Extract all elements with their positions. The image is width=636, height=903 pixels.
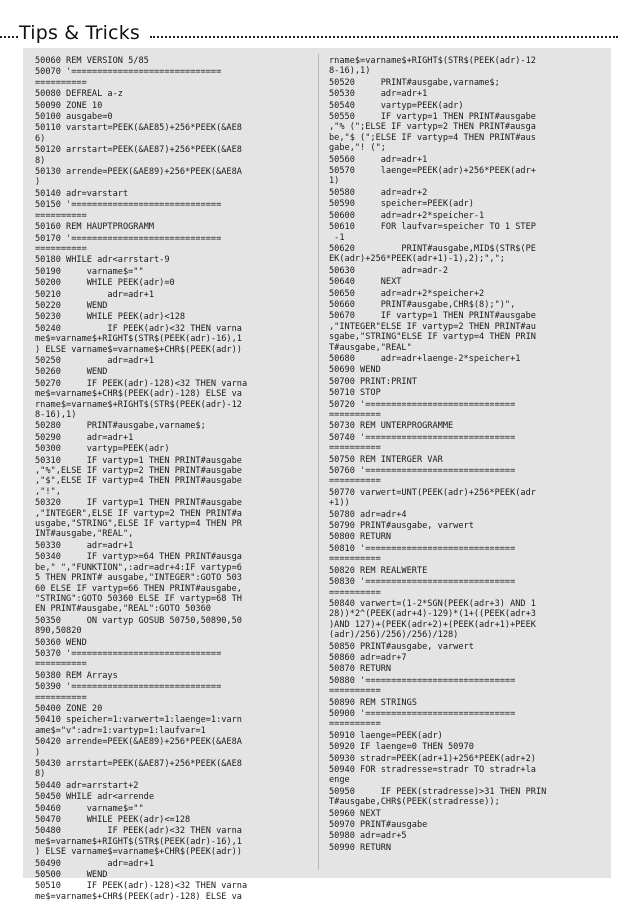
code-line: 50240 IF PEEK(adr)<32 THEN varna me$=varname$+RIGHT$(STR$(PEEK(adr)-16),1 ) ELSE varname$=varname$+CHR$(PEEK(adr)) — [35, 323, 242, 355]
code-line: 50870 RETURN — [329, 664, 392, 675]
code-line: 50200 WHILE PEEK(adr)=0 — [35, 278, 175, 289]
code-line: 50550 IF vartyp=1 THEN PRINT#ausgabe ,"% (";ELSE IF vartyp=2 THEN PRINT#ausga be,"$ (";ELSE IF vartyp=4 THEN PRINT#aus gabe,"! ("; — [329, 112, 536, 154]
code-line: 50360 WEND — [35, 637, 87, 648]
code-line: 50100 ausgabe=0 — [35, 112, 113, 123]
code-line: 50380 REM Arrays — [35, 670, 118, 681]
code-line: 50060 REM VERSION 5/85 — [35, 56, 149, 66]
code-line: 50860 adr=adr+7 — [329, 652, 407, 663]
code-line: 50260 WEND — [35, 367, 108, 378]
code-line: 50340 IF vartyp>=64 THEN PRINT#ausga be," ","FUNKTION",:adr=adr+4:IF vartyp=6 5 THEN PRINT# ausgabe,"INTEGER":GOTO 503 60 ELSE IF vartyp=66 THEN PRINT#ausgabe, "STRING":GOTO 50360 ELSE IF vartyp=68 TH EN PRINT#ausgabe,"REAL":GOTO 50360 — [35, 552, 242, 615]
code-line: 50460 varname$="" — [35, 803, 144, 814]
code-line: 50350 ON vartyp GOSUB 50750,50890,50 890,50820 — [35, 615, 242, 637]
code-line: 50070 '============================= ========== — [35, 67, 222, 88]
code-line: 50150 '============================= ========== — [35, 200, 222, 221]
code-line: 50630 adr=adr-2 — [329, 265, 448, 276]
header-dotted-rule-left — [0, 36, 18, 38]
code-line: 50800 RETURN — [329, 532, 392, 543]
code-line: 50470 WHILE PEEK(adr)<=128 — [35, 815, 191, 826]
code-line: 50750 REM INTERGER VAR — [329, 454, 443, 465]
page-header — [0, 22, 636, 48]
code-line: 50850 PRINT#ausgabe, varwert — [329, 641, 474, 652]
code-line: 50650 adr=adr+2*speicher+2 — [329, 288, 485, 299]
code-line: 50680 adr=adr+laenge-2*speicher+1 — [329, 353, 521, 364]
code-line: 50130 arrende=PEEK(&AE89)+256*PEEK(&AE8A ) — [35, 167, 242, 188]
listing-column-left — [35, 56, 315, 903]
column-divider — [318, 54, 319, 870]
code-line: 50320 IF vartyp=1 THEN PRINT#ausgabe ,"INTEGER",ELSE IF vartyp=2 THEN PRINT#a usgabe,"STRING",ELSE IF vartyp=4 THEN PR INT#ausgabe,"REAL", — [35, 498, 242, 540]
code-line: 50900 '============================= ========== — [329, 708, 516, 730]
code-line: 50590 speicher=PEEK(adr) — [329, 199, 474, 210]
code-line: 50990 RETURN — [329, 842, 392, 853]
code-line: 50720 '============================= ========== — [329, 399, 516, 420]
code-line: 50190 varname$="" — [35, 266, 144, 277]
code-line: 50120 arrstart=PEEK(&AE87)+256*PEEK(&AE8 8) — [35, 145, 242, 166]
code-line: 50450 WHILE adr<arrende — [35, 792, 154, 803]
code-line: 50560 adr=adr+1 — [329, 154, 428, 165]
code-line: 50920 IF laenge=0 THEN 50970 — [329, 742, 474, 753]
code-line: 50830 '============================= ========== — [329, 577, 516, 598]
code-line: 50140 adr=varstart — [35, 188, 129, 199]
code-line: 50520 PRINT#ausgabe,varname$; — [329, 77, 500, 88]
code-line: 50610 FOR laufvar=speicher TO 1 STEP -1 — [329, 222, 536, 243]
code-line: 50600 adr=adr+2*speicher-1 — [329, 210, 485, 221]
code-line: 50730 REM UNTERPROGRAMME — [329, 421, 454, 432]
code-line: 50310 IF vartyp=1 THEN PRINT#ausgabe ,"%",ELSE IF vartyp=2 THEN PRINT#ausgabe ,"$",ELSE IF vartyp=4 THEN PRINT#ausgabe ,"!", — [35, 455, 242, 497]
code-line: 50230 WHILE PEEK(adr)<128 — [35, 312, 186, 323]
code-line: 50790 PRINT#ausgabe, varwert — [329, 521, 474, 532]
code-line: 50690 WEND — [329, 365, 381, 376]
code-line: 50640 NEXT — [329, 277, 402, 288]
code-line: 50670 IF vartyp=1 THEN PRINT#ausgabe ,"INTEGER"ELSE IF vartyp=2 THEN PRINT#au sgabe,"STRING"ELSE IF vartyp=4 THEN PRIN T#ausgabe,"REAL" — [329, 311, 536, 353]
listing-panel — [23, 48, 611, 902]
code-line: 50420 arrende=PEEK(&AE89)+256*PEEK(&AE8A ) — [35, 737, 242, 758]
code-line: 50950 IF PEEK(stradresse)>31 THEN PRIN T#ausgabe,CHR$(PEEK(stradresse)); — [329, 786, 547, 808]
code-line: 50160 REM HAUPTPROGRAMM — [35, 222, 154, 233]
code-line: 50110 varstart=PEEK(&AE85)+256*PEEK(&AE8 6) — [35, 123, 242, 144]
code-line: 50080 DEFREAL a-z — [35, 89, 123, 100]
code-line: 50700 PRINT:PRINT — [329, 376, 417, 387]
section-title: Tips & Tricks — [19, 22, 141, 44]
code-line: 50430 arrstart=PEEK(&AE87)+256*PEEK(&AE8 8) — [35, 759, 242, 780]
code-line: 50710 STOP — [329, 388, 381, 399]
code-line: 50820 REM REALWERTE — [329, 565, 428, 576]
code-line: 50910 laenge=PEEK(adr) — [329, 730, 443, 741]
code-line: 50410 speicher=1:varwert=1:laenge=1:varn ame$="v":adr=1:vartyp=1:laufvar=1 — [35, 715, 242, 736]
code-line: 50780 adr=adr+4 — [329, 509, 407, 520]
code-line: 50250 adr=adr+1 — [35, 355, 154, 366]
code-line: 50510 IF PEEK(adr)-128)<32 THEN varna me$=varname$+CHR$(PEEK(adr)-128) ELSE va — [35, 881, 248, 902]
code-line: rname$=varname$+RIGHT$(STR$(PEEK(adr)-12 8-16),1) — [329, 56, 536, 77]
code-line: 50880 '============================= ========== — [329, 675, 516, 697]
listing-column-right — [329, 56, 609, 854]
code-line: 50530 adr=adr+1 — [329, 89, 428, 100]
code-line: 50300 vartyp=PEEK(adr) — [35, 444, 170, 455]
code-line: 50220 WEND — [35, 300, 108, 311]
code-line: 50400 ZONE 20 — [35, 703, 103, 714]
code-line: 50480 IF PEEK(adr)<32 THEN varna me$=varname$+RIGHT$(STR$(PEEK(adr)-16),1 ) ELSE varname$=varname$+CHR$(PEEK(adr)) — [35, 826, 242, 858]
code-line: 50980 adr=adr+5 — [329, 831, 407, 842]
code-line: 50960 NEXT — [329, 808, 381, 819]
code-line: 50290 adr=adr+1 — [35, 432, 134, 443]
code-line: 50930 stradr=PEEK(adr+1)+256*PEEK(adr+2) — [329, 753, 536, 764]
code-line: 50890 REM STRINGS — [329, 697, 417, 708]
code-line: 50740 '============================= ========== — [329, 432, 516, 454]
code-line: 50390 '============================= ========== — [35, 682, 222, 703]
code-line: 50490 adr=adr+1 — [35, 858, 154, 869]
code-line: 50770 varwert=UNT(PEEK(adr)+256*PEEK(adr +1)) — [329, 487, 536, 509]
code-line: 50090 ZONE 10 — [35, 100, 103, 111]
code-line: 50940 FOR stradresse=stradr TO stradr+la enge — [329, 765, 536, 786]
code-line: 50810 '============================= ========== — [329, 543, 516, 565]
code-line: 50570 laenge=PEEK(adr)+256*PEEK(adr+ 1) — [329, 166, 536, 187]
code-line: 50330 adr=adr+1 — [35, 540, 134, 551]
code-line: 50660 PRINT#ausgabe,CHR$(8);")", — [329, 299, 516, 310]
code-line: 50970 PRINT#ausgabe — [329, 820, 428, 831]
code-line: 50500 WEND — [35, 870, 108, 881]
code-line: 50180 WHILE adr<arrstart-9 — [35, 255, 170, 266]
code-line: 50210 adr=adr+1 — [35, 289, 154, 300]
code-line: 50170 '============================= ========== — [35, 233, 222, 254]
code-line: 50440 adr=arrstart+2 — [35, 780, 139, 791]
code-line: 50760 '============================= ========== — [329, 466, 516, 487]
code-line: 50580 adr=adr+2 — [329, 187, 428, 198]
code-line: 50840 varwert=(1-2*SGN(PEEK(adr+3) AND 1 28))*2^(PEEK(adr+4)-129)*(1+((PEEK(adr+3 )AND 127)+(PEEK(adr+2)+(PEEK(adr+1)+PEEK (adr)/256)/256)/256)/128) — [329, 598, 536, 641]
code-line: 50620 PRINT#ausgabe,MID$(STR$(PE EK(adr)+256*PEEK(adr+1)-1),2);","; — [329, 243, 536, 265]
code-line: 50370 '============================= ========== — [35, 648, 222, 670]
code-line: 50270 IF PEEK(adr)-128)<32 THEN varna me$=varname$+CHR$(PEEK(adr)-128) ELSE va rname$=varname$+RIGHT$(STR$(PEEK(adr)-12 8-16),1) — [35, 378, 248, 420]
header-dotted-rule-right — [150, 36, 618, 38]
code-line: 50540 vartyp=PEEK(adr) — [329, 100, 464, 111]
code-line: 50280 PRINT#ausgabe,varname$; — [35, 421, 206, 432]
